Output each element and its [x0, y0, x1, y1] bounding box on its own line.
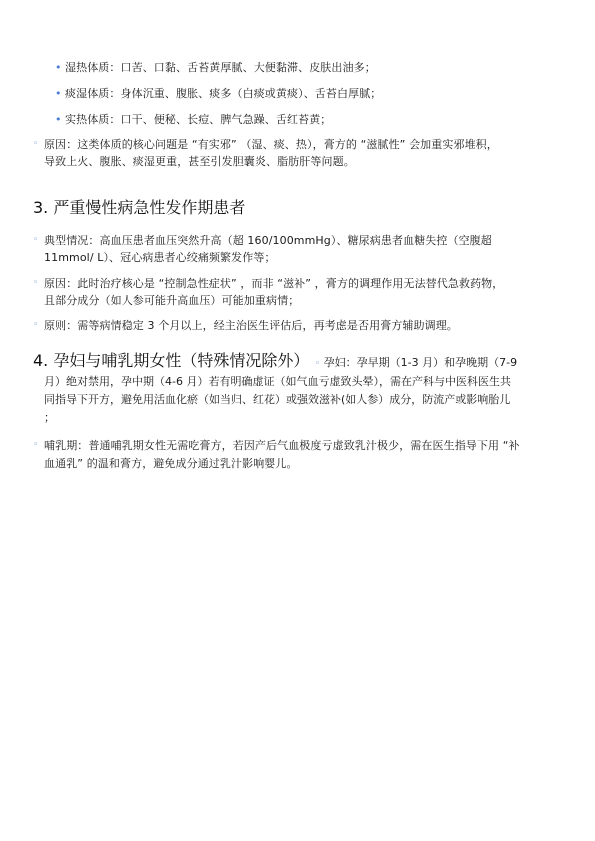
bullet-ring-icon: ◦	[314, 359, 321, 369]
bullet-dot-icon: •	[55, 87, 62, 100]
list-item-reason	[33, 275, 563, 309]
lactation-line-2: 血通乳” 的温和膏方，避免成分通过乳汁影响婴儿。	[44, 457, 298, 470]
list-item-phlegm-damp	[55, 85, 555, 102]
list-item-typical-cases	[33, 232, 563, 266]
pregnant-line-3: 同指导下开方，避免用活血化瘀（如当归、红花）或强效滋补(如人参）成分，防流产或影响胎儿	[44, 393, 511, 406]
item-line-1: 典型情况：高血压患者血压突然升高（超 160/100mmHg）、糖尿病患者血糖失控（空腹超	[44, 234, 492, 247]
list-item-damp-heat	[55, 59, 555, 76]
reason-paragraph	[33, 136, 563, 170]
pregnant-line-4: ；	[44, 411, 55, 424]
pregnant-line-2: 月）绝对禁用，孕中期（4-6 月）若有明确虚证（如气血亏虚致头晕），需在产科与中医科医生共	[44, 375, 511, 388]
section-4-block	[33, 352, 563, 427]
item-line-1: 原因：此时治疗核心是 “控制急性症状” ，而非 “滋补” ，膏方的调理作用无法替代急救药物，	[44, 277, 504, 290]
list-item-text: 湿热体质：口苦、口黏、舌苔黄厚腻、大便黏滞、皮肤出油多；	[65, 61, 376, 74]
reason-line-1: 原因：这类体质的核心问题是 “有实邪” （湿、痰、热），膏方的 “滋腻性” 会加重实邪堆积，	[44, 138, 498, 151]
pregnant-line-1: 孕妇：孕早期（1-3 月）和孕晚期（7-9	[323, 356, 518, 369]
bullet-ring-icon: ◦	[33, 139, 39, 149]
bullet-ring-icon: ◦	[33, 440, 39, 450]
item-line-2: 11mmol/ L）、冠心病患者心绞痛频繁发作等；	[44, 251, 276, 264]
lactation-line-1: 哺乳期：普通哺乳期女性无需吃膏方，若因产后气血极度亏虚致乳汁极少，需在医生指导下用 “补	[44, 439, 520, 452]
reason-line-2: 导致上火、腹胀、痰湿更重，甚至引发胆囊炎、脂肪肝等问题。	[44, 155, 355, 168]
item-line-2: 且部分成分（如人参可能升高血压）可能加重病情；	[44, 294, 300, 307]
list-item-excess-heat	[55, 111, 555, 128]
list-item-text: 实热体质：口干、便秘、长痘、脾气急躁、舌红苔黄；	[65, 113, 332, 126]
list-item-text: 痰湿体质：身体沉重、腹胀、痰多（白痰或黄痰）、舌苔白厚腻；	[65, 87, 382, 100]
section-4-heading: 4. 孕妇与哺乳期女性（特殊情况除外）	[33, 351, 310, 370]
list-item-principle	[33, 317, 563, 334]
bullet-ring-icon: ◦	[33, 320, 39, 330]
section-3-heading: 3. 严重慢性病急性发作期患者	[33, 198, 246, 217]
item-line-1: 原则：需等病情稳定 3 个月以上，经主治医生评估后，再考虑是否用膏方辅助调理。	[44, 319, 458, 332]
bullet-ring-icon: ◦	[33, 278, 39, 288]
bullet-dot-icon: •	[55, 113, 62, 126]
list-item-lactation	[33, 437, 563, 473]
bullet-ring-icon: ◦	[33, 235, 39, 245]
bullet-dot-icon: •	[55, 61, 62, 74]
